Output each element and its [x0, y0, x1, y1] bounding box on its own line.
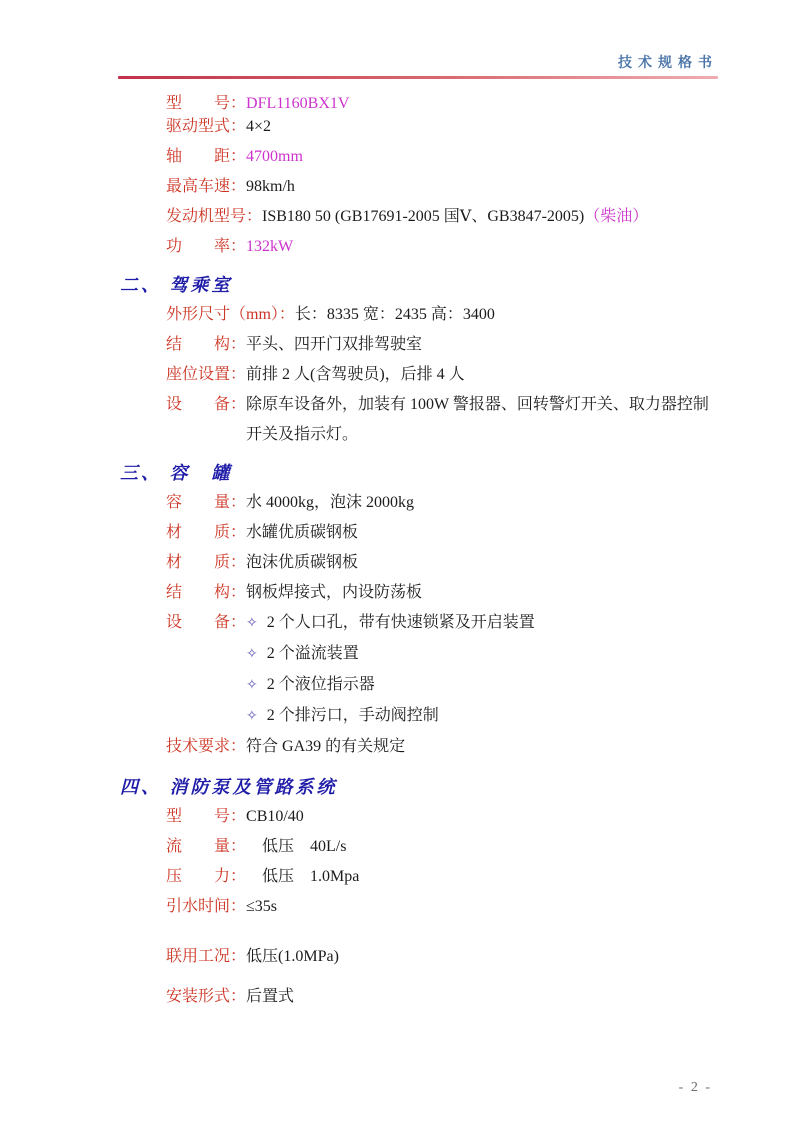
field-label: 结 构： — [166, 584, 247, 601]
equipment-item-text: 2 个人口孔，带有快速锁紧及开启装置 — [266, 614, 535, 631]
field-label: 功 率： — [166, 238, 247, 255]
field-value: 132kW — [246, 238, 294, 255]
field-tank-equipment — [166, 608, 718, 639]
diamond-bullet-icon: ✧ — [246, 678, 258, 693]
equipment-item-text: 2 个液位指示器 — [266, 676, 375, 693]
field-value: 后置式 — [246, 988, 295, 1005]
field-label: 座位设置： — [166, 366, 247, 383]
field-label: 结 构： — [166, 336, 247, 353]
field-priming-time — [166, 892, 718, 922]
equipment-item — [246, 608, 718, 639]
equipment-item-text: 2 个排污口，手动阀控制 — [266, 707, 439, 724]
field-tank-equipment-item — [166, 670, 718, 701]
field-tech-requirement — [166, 732, 718, 762]
equipment-item — [246, 701, 718, 732]
section-chassis — [166, 89, 718, 262]
diamond-bullet-icon: ✧ — [246, 647, 258, 662]
field-label: 驱动型式： — [166, 118, 247, 135]
field-tank-equipment-item — [166, 639, 718, 670]
field-value: 长：8335 宽：2435 高：3400 — [294, 306, 495, 323]
header-rule-line — [118, 76, 718, 79]
field-value: 低压 40L/s — [246, 838, 347, 855]
field-capacity — [166, 488, 718, 518]
section-heading-cab: 二、 驾乘室 — [120, 275, 233, 295]
field-label: 最高车速： — [166, 178, 247, 195]
field-label: 安装形式： — [166, 988, 247, 1005]
field-label: 设 备： — [166, 614, 247, 631]
field-cab-structure — [166, 330, 718, 360]
field-pressure — [166, 862, 718, 892]
field-label: 型 号： — [166, 808, 247, 825]
field-value: 前排 2 人(含驾驶员)，后排 4 人 — [246, 366, 465, 383]
field-label: 材 质： — [166, 524, 247, 541]
field-combined-condition — [166, 942, 718, 972]
field-value: 低压(1.0MPa) — [246, 948, 339, 965]
field-value: ≤35s — [246, 898, 278, 915]
field-power — [166, 232, 718, 262]
field-label: 设 备： — [166, 396, 247, 413]
field-value: 98km/h — [246, 178, 295, 195]
field-outer-dimensions — [166, 300, 718, 330]
field-label: 发动机型号： — [166, 208, 263, 225]
equipment-item — [246, 639, 718, 670]
field-value: 4×2 — [246, 118, 272, 135]
field-value: 低压 1.0Mpa — [246, 868, 360, 885]
field-pump-model — [166, 802, 718, 832]
field-label: 轴 距： — [166, 148, 247, 165]
field-label: 联用工况： — [166, 948, 247, 965]
page-number: - 2 - — [678, 1080, 712, 1095]
field-value: 水 4000kg，泡沫 2000kg — [246, 494, 415, 511]
field-drive-type — [166, 112, 718, 142]
field-mounting-type — [166, 982, 718, 1012]
field-label: 压 力： — [166, 868, 247, 885]
field-foam-tank-material — [166, 548, 718, 578]
field-label: 技术要求： — [166, 738, 247, 755]
field-engine-model — [166, 202, 718, 232]
equipment-item-text: 2 个溢流装置 — [266, 645, 359, 662]
field-seating — [166, 360, 718, 390]
field-value: 除原车设备外，加装有 100W 警报器、回转警灯开关、取力器控制开关及指示灯。 — [246, 396, 709, 443]
equipment-item — [246, 670, 718, 701]
field-tank-equipment-item — [166, 701, 718, 732]
page-header-title: 技术规格书 — [618, 56, 718, 71]
field-label: 引水时间： — [166, 898, 247, 915]
section-heading-pump: 四、 消防泵及管路系统 — [120, 777, 338, 797]
field-value: CB10/40 — [246, 808, 304, 825]
field-flow-rate — [166, 832, 718, 862]
field-value: DFL1160BX1V — [246, 95, 350, 112]
page-content — [120, 40, 718, 1012]
section-heading-tank: 三、 容 罐 — [120, 463, 233, 483]
section-tank — [166, 488, 718, 762]
field-water-tank-material — [166, 518, 718, 548]
engine-fuel-note: （柴油） — [584, 208, 649, 225]
field-value: 平头、四开门双排驾驶室 — [246, 336, 423, 353]
field-max-speed — [166, 172, 718, 202]
field-label: 外形尺寸（mm）： — [166, 306, 295, 323]
field-value: 水罐优质碳钢板 — [246, 524, 359, 541]
field-value: 钢板焊接式，内设防荡板 — [246, 584, 423, 601]
section-pump — [166, 802, 718, 1012]
diamond-bullet-icon: ✧ — [246, 709, 258, 724]
field-cab-equipment — [166, 390, 718, 450]
field-value — [262, 202, 718, 232]
field-label: 容 量： — [166, 494, 247, 511]
field-wheelbase — [166, 142, 718, 172]
field-value: 4700mm — [246, 148, 303, 165]
field-label: 流 量： — [166, 838, 247, 855]
field-value: 符合 GA39 的有关规定 — [246, 738, 406, 755]
section-cab — [166, 300, 718, 450]
field-label: 型 号： — [166, 95, 247, 112]
field-label: 材 质： — [166, 554, 247, 571]
diamond-bullet-icon: ✧ — [246, 616, 258, 631]
engine-model-text: ISB180 50 (GB17691-2005 国Ⅴ、GB3847-2005) — [262, 208, 585, 225]
field-value: 泡沫优质碳钢板 — [246, 554, 359, 571]
field-tank-structure — [166, 578, 718, 608]
